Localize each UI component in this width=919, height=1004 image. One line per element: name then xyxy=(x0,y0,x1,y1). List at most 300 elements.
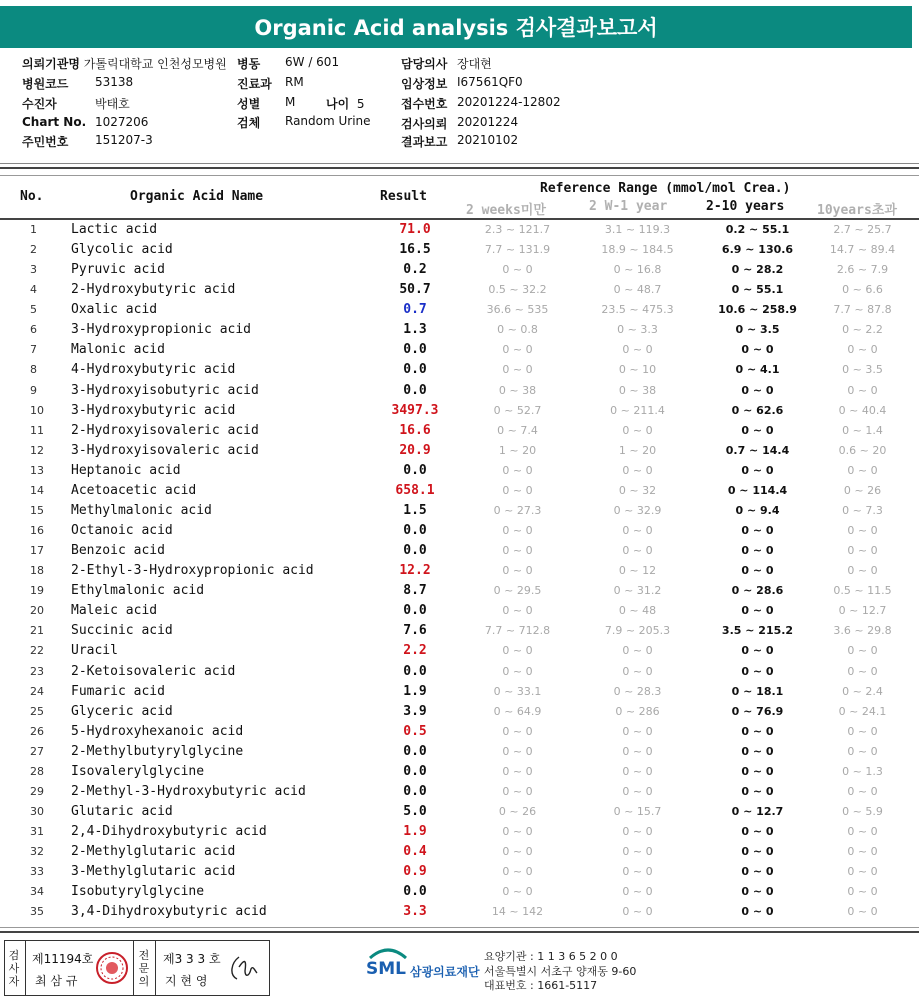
row-number: 1 xyxy=(30,223,37,236)
row-number: 17 xyxy=(30,544,44,558)
ref-under-2w: 0 ~ 0 xyxy=(502,845,533,859)
table-row xyxy=(0,501,919,521)
acid-name: 3-Hydroxyisobutyric acid xyxy=(71,382,259,398)
ref-2-10y: 0 ~ 12.7 xyxy=(731,805,784,819)
result-value: 12.2 xyxy=(399,563,431,579)
footer-institution-no: 요양기관 : 1 1 3 6 5 2 0 0 xyxy=(484,950,618,963)
acid-name: Benzoic acid xyxy=(71,543,165,559)
ref-2-10y: 0 ~ 114.4 xyxy=(727,483,788,497)
ref-under-2w: 0 ~ 0 xyxy=(502,724,533,738)
table-row xyxy=(0,441,919,461)
acid-name: 3-Hydroxybutyric acid xyxy=(71,402,236,418)
info-resident-no: 주민번호 151207-3 xyxy=(22,133,153,149)
acid-name: Octanoic acid xyxy=(71,523,173,539)
row-number: 33 xyxy=(30,865,44,879)
ref-2w-1y: 0 ~ 0 xyxy=(622,343,653,357)
ref-2w-1y: 23.5 ~ 475.3 xyxy=(601,303,674,317)
acid-name: Isobutyrylglycine xyxy=(71,884,205,900)
ref-2w-1y: 0 ~ 0 xyxy=(622,524,653,538)
ref-over-10y: 0 ~ 0 xyxy=(847,885,878,899)
ref-under-2w: 0 ~ 7.4 xyxy=(497,423,538,437)
ref-2w-1y: 0 ~ 0 xyxy=(622,885,653,899)
acid-name: Uracil xyxy=(71,643,118,659)
ref-2w-1y: 0 ~ 0 xyxy=(622,644,653,658)
approver-license-no: 제3 3 3 호 xyxy=(163,952,221,966)
info-request-date: 검사의뢰 20201224 xyxy=(401,115,519,131)
ref-under-2w: 0 ~ 0.8 xyxy=(497,323,538,337)
table-row xyxy=(0,581,919,601)
info-ward: 병동 6W / 601 xyxy=(237,55,340,71)
acid-name: Oxalic acid xyxy=(71,302,158,318)
table-row xyxy=(0,240,919,260)
ref-col-2-10y: 2-10 years xyxy=(706,199,785,214)
ref-under-2w: 0 ~ 0 xyxy=(502,604,533,618)
result-value: 50.7 xyxy=(399,282,431,298)
acid-name: 3,4-Dihydroxybutyric acid xyxy=(71,904,267,920)
table-row xyxy=(0,481,919,501)
ref-under-2w: 0 ~ 0 xyxy=(502,524,533,538)
ref-2w-1y: 0 ~ 0 xyxy=(622,544,653,558)
ref-over-10y: 0 ~ 40.4 xyxy=(838,403,887,417)
signature-box xyxy=(4,940,270,996)
result-value: 16.6 xyxy=(399,422,431,438)
ref-2w-1y: 0 ~ 15.7 xyxy=(613,805,662,819)
ref-under-2w: 7.7 ~ 712.8 xyxy=(484,624,551,638)
ref-2w-1y: 0 ~ 32.9 xyxy=(613,503,662,517)
ref-under-2w: 0 ~ 0 xyxy=(502,784,533,798)
row-number: 16 xyxy=(30,524,44,538)
result-value: 3.9 xyxy=(403,703,427,719)
divider xyxy=(0,167,919,169)
ref-under-2w: 1 ~ 20 xyxy=(498,443,537,457)
result-value: 7.6 xyxy=(403,623,427,639)
checker-name: 최 삼 규 xyxy=(35,974,78,988)
ref-over-10y: 0 ~ 0 xyxy=(847,744,878,758)
table-row xyxy=(0,401,919,421)
ref-2-10y: 0 ~ 0 xyxy=(741,865,774,879)
ref-over-10y: 0 ~ 0 xyxy=(847,564,878,578)
ref-2w-1y: 0 ~ 0 xyxy=(622,423,653,437)
col-name-header: Organic Acid Name xyxy=(130,189,264,204)
row-number: 27 xyxy=(30,744,44,758)
acid-name: 5-Hydroxyhexanoic acid xyxy=(71,723,244,739)
ref-under-2w: 0.5 ~ 32.2 xyxy=(488,283,547,297)
ref-over-10y: 0 ~ 7.3 xyxy=(842,503,883,517)
table-row xyxy=(0,461,919,481)
acid-name: 2-Ketoisovaleric acid xyxy=(71,663,236,679)
ref-under-2w: 0 ~ 26 xyxy=(498,805,537,819)
row-number: 32 xyxy=(30,845,44,859)
ref-2w-1y: 0 ~ 0 xyxy=(622,905,653,919)
acid-name: 2-Methylglutaric acid xyxy=(71,844,236,860)
ref-2-10y: 0 ~ 0 xyxy=(741,564,774,578)
ref-under-2w: 0 ~ 52.7 xyxy=(493,403,542,417)
acid-name: Glutaric acid xyxy=(71,804,173,820)
acid-name: 2,4-Dihydroxybutyric acid xyxy=(71,824,267,840)
ref-over-10y: 0 ~ 0 xyxy=(847,383,878,397)
result-value: 0.0 xyxy=(403,763,427,779)
result-value: 0.0 xyxy=(403,462,427,478)
ref-under-2w: 0 ~ 0 xyxy=(502,644,533,658)
result-value: 71.0 xyxy=(399,222,431,237)
result-value: 0.0 xyxy=(403,382,427,398)
ref-2-10y: 0.2 ~ 55.1 xyxy=(725,223,790,236)
ref-over-10y: 0 ~ 5.9 xyxy=(842,805,883,819)
acid-name: 4-Hydroxybutyric acid xyxy=(71,362,236,378)
result-value: 658.1 xyxy=(395,482,435,498)
table-row xyxy=(0,381,919,401)
ref-2-10y: 0 ~ 4.1 xyxy=(735,363,780,377)
table-row xyxy=(0,541,919,561)
acid-name: Glyceric acid xyxy=(71,703,173,719)
report-title: Organic Acid analysis 검사결과보고서 xyxy=(0,6,912,48)
ref-2-10y: 0 ~ 28.2 xyxy=(731,263,784,277)
divider xyxy=(0,927,919,928)
ref-under-2w: 0 ~ 0 xyxy=(502,343,533,357)
row-number: 26 xyxy=(30,724,44,738)
table-row xyxy=(0,802,919,822)
ref-2w-1y: 0 ~ 0 xyxy=(622,865,653,879)
ref-under-2w: 0 ~ 0 xyxy=(502,744,533,758)
row-number: 30 xyxy=(30,805,44,819)
footer-phone: 대표번호 : 1661-5117 xyxy=(484,979,598,992)
ref-2-10y: 0 ~ 0 xyxy=(741,764,774,778)
table-row xyxy=(0,702,919,722)
acid-name: 3-Hydroxyisovaleric acid xyxy=(71,442,259,458)
ref-under-2w: 0 ~ 29.5 xyxy=(493,584,542,598)
row-number: 24 xyxy=(30,684,44,698)
table-row xyxy=(0,280,919,300)
row-number: 19 xyxy=(30,584,44,598)
ref-under-2w: 0 ~ 0 xyxy=(502,865,533,879)
ref-2w-1y: 0 ~ 38 xyxy=(618,383,657,397)
table-row xyxy=(0,320,919,340)
info-sex: 성별 M xyxy=(237,95,296,111)
ref-2w-1y: 0 ~ 10 xyxy=(618,363,657,377)
logo-text: SML xyxy=(366,959,406,979)
result-value: 0.7 xyxy=(403,302,427,318)
table-row xyxy=(0,641,919,661)
table-row xyxy=(0,722,919,742)
result-value: 0.0 xyxy=(403,884,427,900)
ref-2w-1y: 0 ~ 12 xyxy=(618,564,657,578)
ref-2-10y: 0.7 ~ 14.4 xyxy=(725,443,790,457)
ref-2-10y: 0 ~ 0 xyxy=(741,744,774,758)
ref-2-10y: 0 ~ 0 xyxy=(741,885,774,899)
result-value: 0.0 xyxy=(403,783,427,799)
table-row xyxy=(0,300,919,320)
row-number: 13 xyxy=(30,463,44,477)
ref-over-10y: 14.7 ~ 89.4 xyxy=(829,243,896,257)
result-value: 0.0 xyxy=(403,523,427,539)
ref-under-2w: 0 ~ 0 xyxy=(502,764,533,778)
acid-name: Fumaric acid xyxy=(71,683,165,699)
result-value: 0.9 xyxy=(403,864,427,880)
ref-under-2w: 0 ~ 0 xyxy=(502,483,533,497)
row-number: 31 xyxy=(30,825,44,839)
row-number: 9 xyxy=(30,383,37,397)
row-number: 29 xyxy=(30,784,44,798)
checker-label: 검 사 자 xyxy=(8,948,20,988)
ref-over-10y: 3.6 ~ 29.8 xyxy=(833,624,892,638)
result-value: 0.0 xyxy=(403,743,427,759)
ref-over-10y: 0 ~ 0 xyxy=(847,644,878,658)
table-row xyxy=(0,842,919,862)
result-value: 1.3 xyxy=(403,322,427,338)
result-value: 0.0 xyxy=(403,342,427,358)
checker-license-no: 제11194호 xyxy=(32,952,94,966)
ref-2w-1y: 0 ~ 286 xyxy=(615,704,660,718)
table-row xyxy=(0,882,919,902)
row-number: 18 xyxy=(30,564,44,578)
ref-under-2w: 0 ~ 27.3 xyxy=(493,503,542,517)
ref-under-2w: 36.6 ~ 535 xyxy=(486,303,549,317)
table-row xyxy=(0,682,919,702)
result-value: 0.0 xyxy=(403,663,427,679)
info-receipt-no: 접수번호 20201224-12802 xyxy=(401,95,561,111)
ref-over-10y: 2.6 ~ 7.9 xyxy=(836,263,889,277)
ref-over-10y: 7.7 ~ 87.8 xyxy=(833,303,892,317)
row-number: 5 xyxy=(30,303,37,317)
table-row xyxy=(0,862,919,882)
ref-under-2w: 14 ~ 142 xyxy=(491,905,544,919)
ref-2w-1y: 0 ~ 0 xyxy=(622,825,653,839)
ref-2-10y: 0 ~ 0 xyxy=(741,724,774,738)
ref-2w-1y: 0 ~ 0 xyxy=(622,664,653,678)
result-value: 3497.3 xyxy=(391,402,439,418)
ref-under-2w: 0 ~ 0 xyxy=(502,825,533,839)
ref-under-2w: 7.7 ~ 131.9 xyxy=(484,243,551,257)
acid-name: 2-Methylbutyrylglycine xyxy=(71,743,244,759)
ref-2w-1y: 1 ~ 20 xyxy=(618,443,657,457)
row-number: 12 xyxy=(30,443,44,457)
result-value: 0.2 xyxy=(403,262,427,278)
ref-over-10y: 0 ~ 12.7 xyxy=(838,604,887,618)
info-age: 나이 5 xyxy=(326,97,365,111)
divider xyxy=(0,163,919,164)
table-row xyxy=(0,742,919,762)
table-row xyxy=(0,762,919,782)
ref-2-10y: 0 ~ 0 xyxy=(741,845,774,859)
acid-name: 2-Hydroxybutyric acid xyxy=(71,282,236,298)
approver-label: 전 문 의 xyxy=(138,948,150,988)
ref-under-2w: 0 ~ 0 xyxy=(502,544,533,558)
ref-under-2w: 0 ~ 0 xyxy=(502,363,533,377)
row-number: 20 xyxy=(30,604,44,618)
acid-name: Isovalerylglycine xyxy=(71,763,205,779)
ref-over-10y: 0 ~ 0 xyxy=(847,544,878,558)
ref-over-10y: 0 ~ 6.6 xyxy=(842,283,883,297)
ref-col-under-2w: 2 weeks미만 xyxy=(466,203,546,218)
ref-over-10y: 0 ~ 0 xyxy=(847,664,878,678)
ref-over-10y: 0 ~ 1.4 xyxy=(842,423,883,437)
ref-2-10y: 0 ~ 62.6 xyxy=(731,403,784,417)
acid-name: 2-Hydroxyisovaleric acid xyxy=(71,422,259,438)
ref-2w-1y: 0 ~ 211.4 xyxy=(610,403,665,417)
ref-2w-1y: 0 ~ 0 xyxy=(622,463,653,477)
footer-address: 서울특별시 서초구 양재동 9-60 xyxy=(484,965,637,978)
ref-under-2w: 0 ~ 64.9 xyxy=(493,704,542,718)
ref-2-10y: 0 ~ 0 xyxy=(741,664,774,678)
result-value: 0.5 xyxy=(403,723,427,739)
acid-name: Acetoacetic acid xyxy=(71,482,197,498)
table-row xyxy=(0,662,919,682)
table-row xyxy=(0,601,919,621)
ref-over-10y: 0 ~ 0 xyxy=(847,845,878,859)
ref-2w-1y: 3.1 ~ 119.3 xyxy=(604,223,671,236)
ref-2w-1y: 18.9 ~ 184.5 xyxy=(601,243,674,257)
divider xyxy=(0,931,919,933)
ref-2-10y: 0 ~ 28.6 xyxy=(731,584,784,598)
ref-under-2w: 0 ~ 38 xyxy=(498,383,537,397)
ref-over-10y: 0 ~ 3.5 xyxy=(842,363,883,377)
row-number: 23 xyxy=(30,664,44,678)
acid-name: Ethylmalonic acid xyxy=(71,583,205,599)
row-number: 4 xyxy=(30,283,37,297)
acid-name: Methylmalonic acid xyxy=(71,502,212,518)
ref-under-2w: 0 ~ 0 xyxy=(502,664,533,678)
ref-2w-1y: 0 ~ 48 xyxy=(618,604,657,618)
result-value: 1.9 xyxy=(403,824,427,840)
ref-2w-1y: 7.9 ~ 205.3 xyxy=(604,624,671,638)
ref-over-10y: 0 ~ 0 xyxy=(847,463,878,477)
ref-2w-1y: 0 ~ 0 xyxy=(622,744,653,758)
col-result-header: Result xyxy=(380,189,427,204)
acid-name: Pyruvic acid xyxy=(71,262,165,278)
ref-over-10y: 2.7 ~ 25.7 xyxy=(833,223,892,236)
ref-2-10y: 0 ~ 0 xyxy=(741,905,774,919)
acid-name: Maleic acid xyxy=(71,603,158,619)
ref-over-10y: 0 ~ 2.4 xyxy=(842,684,883,698)
table-row xyxy=(0,421,919,441)
ref-over-10y: 0.5 ~ 11.5 xyxy=(833,584,892,598)
ref-2-10y: 0 ~ 18.1 xyxy=(731,684,784,698)
ref-2-10y: 0 ~ 0 xyxy=(741,383,774,397)
ref-over-10y: 0 ~ 0 xyxy=(847,905,878,919)
table-row xyxy=(0,621,919,641)
col-no-header: No. xyxy=(20,189,44,204)
ref-over-10y: 0 ~ 0 xyxy=(847,865,878,879)
result-value: 20.9 xyxy=(399,442,431,458)
ref-2-10y: 0 ~ 3.5 xyxy=(735,323,780,337)
info-doctor: 담당의사 장대현 xyxy=(401,57,492,71)
ref-2w-1y: 0 ~ 3.3 xyxy=(617,323,658,337)
acid-name: 3-Hydroxypropionic acid xyxy=(71,322,252,338)
ref-2-10y: 6.9 ~ 130.6 xyxy=(721,243,794,257)
result-value: 0.4 xyxy=(403,844,427,860)
row-number: 35 xyxy=(30,905,44,919)
result-value: 3.3 xyxy=(403,904,427,920)
table-row xyxy=(0,220,919,240)
acid-name: Lactic acid xyxy=(71,222,158,237)
result-value: 1.9 xyxy=(403,683,427,699)
ref-2w-1y: 0 ~ 0 xyxy=(622,764,653,778)
ref-under-2w: 2.3 ~ 121.7 xyxy=(484,223,551,236)
table-row xyxy=(0,340,919,360)
info-department: 진료과 RM xyxy=(237,75,304,91)
ref-2-10y: 0 ~ 0 xyxy=(741,343,774,357)
ref-2-10y: 10.6 ~ 258.9 xyxy=(718,303,797,317)
info-hospital-code: 병원코드 53138 xyxy=(22,75,134,91)
info-hospital: 의뢰기관명 가톨릭대학교 인천성모병원 xyxy=(22,57,227,71)
ref-under-2w: 0 ~ 0 xyxy=(502,463,533,477)
ref-2-10y: 0 ~ 0 xyxy=(741,544,774,558)
row-number: 14 xyxy=(30,483,44,497)
info-clinical: 임상정보 I67561QF0 xyxy=(401,75,523,91)
table-row xyxy=(0,260,919,280)
result-value: 0.0 xyxy=(403,603,427,619)
ref-over-10y: 0 ~ 0 xyxy=(847,524,878,538)
acid-name: 3-Methylglutaric acid xyxy=(71,864,236,880)
row-number: 2 xyxy=(30,243,37,257)
ref-under-2w: 0 ~ 0 xyxy=(502,263,533,277)
ref-under-2w: 0 ~ 0 xyxy=(502,564,533,578)
ref-2w-1y: 0 ~ 48.7 xyxy=(613,283,662,297)
ref-2w-1y: 0 ~ 16.8 xyxy=(613,263,662,277)
ref-2w-1y: 0 ~ 0 xyxy=(622,845,653,859)
result-value: 0.0 xyxy=(403,362,427,378)
ref-2-10y: 0 ~ 76.9 xyxy=(731,704,784,718)
row-number: 11 xyxy=(30,423,44,437)
table-row xyxy=(0,902,919,922)
table-row xyxy=(0,561,919,581)
ref-over-10y: 0 ~ 24.1 xyxy=(838,704,887,718)
ref-2-10y: 0 ~ 0 xyxy=(741,644,774,658)
org-name: 삼광의료재단 xyxy=(410,965,480,979)
ref-2w-1y: 0 ~ 0 xyxy=(622,784,653,798)
row-number: 7 xyxy=(30,343,37,357)
info-report-date: 결과보고 20210102 xyxy=(401,133,519,149)
col-reference-header: Reference Range (mmol/mol Crea.) xyxy=(540,181,791,196)
acid-name: 2-Methyl-3-Hydroxybutyric acid xyxy=(71,783,306,799)
ref-under-2w: 0 ~ 33.1 xyxy=(493,684,542,698)
table-row xyxy=(0,782,919,802)
acid-name: 2-Ethyl-3-Hydroxypropionic acid xyxy=(71,563,314,579)
ref-2-10y: 0 ~ 55.1 xyxy=(731,283,784,297)
ref-2-10y: 0 ~ 0 xyxy=(741,463,774,477)
row-number: 6 xyxy=(30,323,37,337)
divider xyxy=(0,175,919,176)
approver-name: 지 현 영 xyxy=(165,974,208,988)
row-number: 21 xyxy=(30,624,44,638)
ref-under-2w: 0 ~ 0 xyxy=(502,885,533,899)
ref-2-10y: 0 ~ 0 xyxy=(741,604,774,618)
ref-over-10y: 0.6 ~ 20 xyxy=(838,443,887,457)
ref-2-10y: 0 ~ 0 xyxy=(741,423,774,437)
table-row xyxy=(0,360,919,380)
ref-over-10y: 0 ~ 0 xyxy=(847,784,878,798)
ref-2-10y: 3.5 ~ 215.2 xyxy=(721,624,794,638)
row-number: 3 xyxy=(30,263,37,277)
row-number: 28 xyxy=(30,764,44,778)
result-value: 1.5 xyxy=(403,502,427,518)
table-row xyxy=(0,521,919,541)
ref-2w-1y: 0 ~ 32 xyxy=(618,483,657,497)
result-value: 5.0 xyxy=(403,804,427,820)
table-row xyxy=(0,822,919,842)
info-chart-no: Chart No. 1027206 xyxy=(22,115,149,129)
ref-2-10y: 0 ~ 0 xyxy=(741,825,774,839)
ref-2w-1y: 0 ~ 0 xyxy=(622,724,653,738)
ref-2w-1y: 0 ~ 31.2 xyxy=(613,584,662,598)
row-number: 10 xyxy=(30,403,44,417)
ref-over-10y: 0 ~ 2.2 xyxy=(842,323,883,337)
ref-over-10y: 0 ~ 26 xyxy=(843,483,882,497)
acid-name: Heptanoic acid xyxy=(71,462,181,478)
row-number: 15 xyxy=(30,503,44,517)
ref-2-10y: 0 ~ 9.4 xyxy=(735,503,780,517)
info-patient: 수진자 박태호 xyxy=(22,97,130,111)
